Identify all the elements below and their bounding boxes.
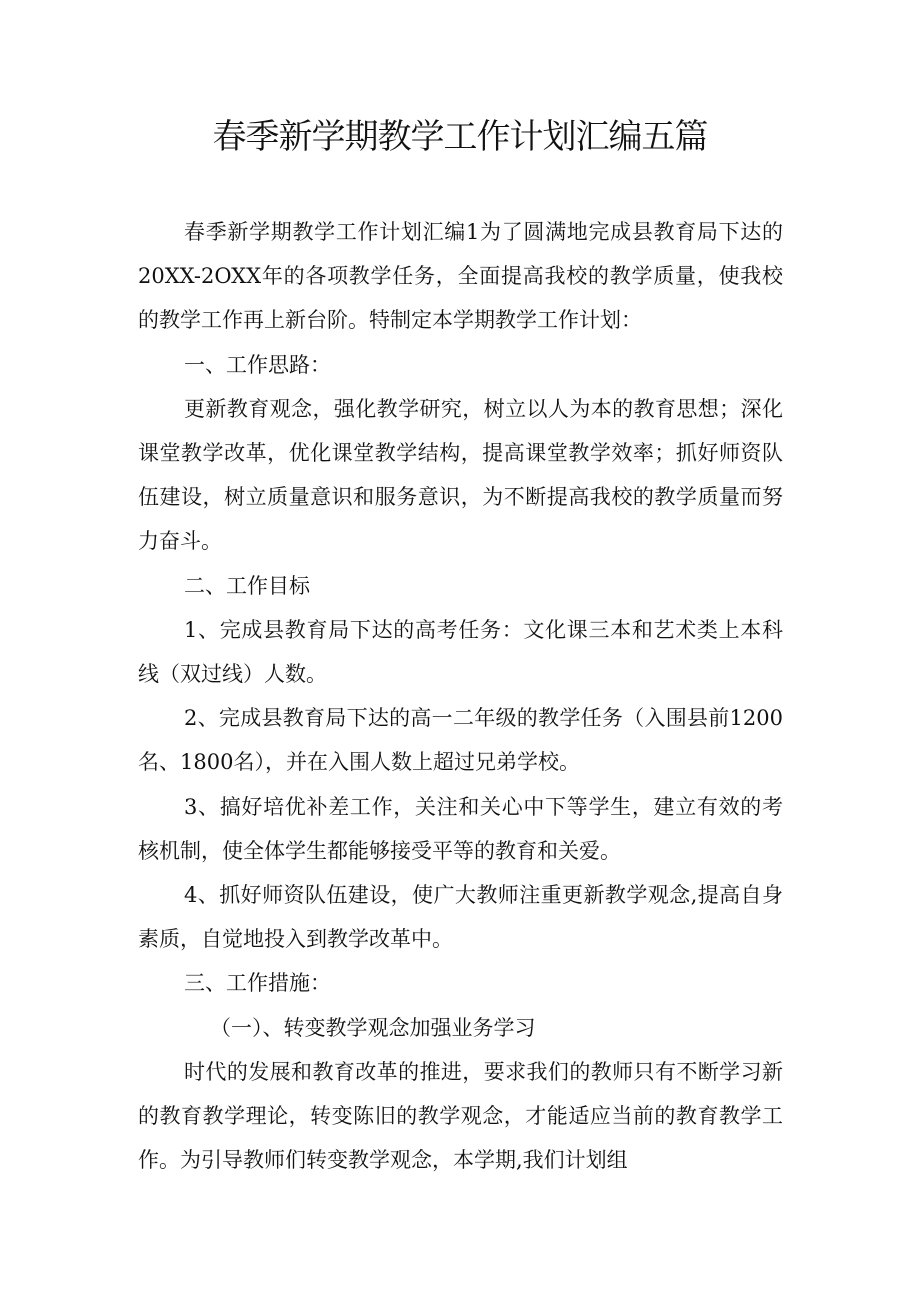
document-body	[138, 210, 783, 1182]
section-heading-work-measures: 三、工作措施：	[184, 971, 331, 996]
goal-item: 4、抓好师资队伍建设，使广大教师注重更新教学观念,提高自身素质，自觉地投入到教学改革中。	[138, 883, 783, 952]
section-heading-work-ideas: 一、工作思路：	[184, 352, 331, 377]
subsection-paragraph: 时代的发展和教育改革的推进，要求我们的教师只有不断学习新的教育教学理论，转变陈旧的教学观念，才能适应当前的教育教学工作。为引导教师们转变教学观念，本学期,我们计划组	[138, 1059, 783, 1173]
section-heading-work-goals: 二、工作目标	[184, 573, 310, 598]
work-ideas-paragraph: 更新教育观念，强化教学研究，树立以人为本的教育思想；深化课堂教学改革，优化课堂教学结构，提高课堂教学效率；抓好师资队伍建设，树立质量意识和服务意识，为不断提高我校的教学质量而努力奋斗。	[138, 396, 783, 554]
goal-item: 1、完成县教育局下达的高考任务：文化课三本和艺术类上本科线（双过线）人数。	[138, 617, 783, 687]
goal-item: 2、完成县教育局下达的高一二年级的教学任务（入围县前1200名、1800名），并在入围人数上超过兄弟学校。	[138, 706, 783, 775]
goal-item: 3、搞好培优补差工作，关注和关心中下等学生，建立有效的考核机制，使全体学生都能够接受平等的教育和关爱。	[138, 794, 783, 863]
subsection-heading: （一）、转变教学观念加强业务学习	[210, 1015, 536, 1040]
document-title: 春季新学期教学工作计划汇编五篇	[212, 117, 708, 157]
intro-paragraph: 春季新学期教学工作计划汇编1为了圆满地完成县教育局下达的20XX-2OXX年的各项教学任务，全面提高我校的教学质量，使我校的教学工作再上新台阶。特制定本学期教学工作计划：	[138, 220, 783, 333]
